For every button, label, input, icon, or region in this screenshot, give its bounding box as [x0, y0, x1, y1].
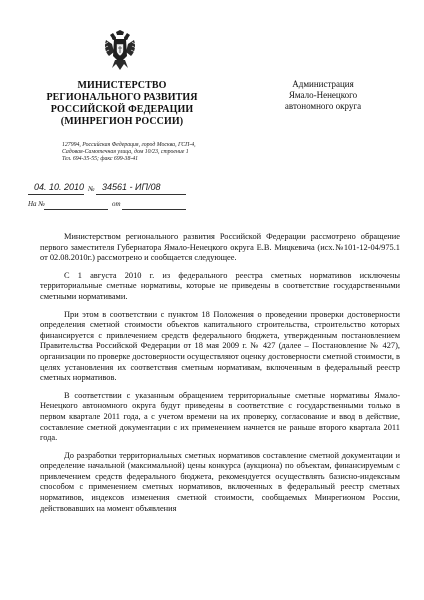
reference-number-underline — [44, 197, 108, 210]
recipient-line-2: Ямало-Ненецкого — [288, 90, 358, 100]
paragraph-1: Министерством регионального развития Российской Федерации рассмотрено обращение первого заместителя Губернатора Ямало-Ненецкого округа Е.В. Мицкевича (исх.№101-12-04/975.1 от 02.08.2010г.) рассмотрено и сообщается следующее. — [40, 232, 400, 263]
address-line-2: Садовая-Самотечная улица, дом 10/23, строение 1 — [62, 149, 189, 156]
letter-body — [40, 232, 400, 514]
recipient-line-1: Администрация — [292, 79, 354, 89]
reference-row — [28, 197, 188, 211]
address-line-3: Тел. 694-35-55; факс 699-38-41 — [62, 156, 139, 163]
paragraph-2: С 1 августа 2010 г. из федерального реестра сметных нормативов исключены территориальные сметные нормативы, которые не приведены в соответствие государственными сметными нормативами. — [40, 270, 400, 301]
paragraph-3: При этом в соответствии с пунктом 18 Положения о проведении проверки достоверности определения сметной стоимости объектов капитального строительства, строительство которых финансируется с привлечением средств федерального бюджета, утвержденным постановлением Правительства Российской Федерации от 18 мая 2009 г. № 427 (далее – Постановление № 427), организации по проверке достоверности осуществляют оценку достоверности сметной стоимости, в целях установления их соответствия сметным нормативам, включенным в федеральный реестр сметных нормативов. — [40, 309, 400, 383]
registration-date-row — [28, 182, 188, 196]
ministry-line-3: РОССИЙСКОЙ ФЕДЕРАЦИИ — [50, 104, 194, 115]
recipient-line-3: автономного округа — [284, 101, 362, 111]
ministry-address — [62, 142, 196, 164]
ministry-heading — [22, 80, 222, 128]
reference-label: На № — [28, 200, 45, 208]
number-sign: № — [88, 185, 95, 193]
registration-number: 34561 - ИП/08 — [102, 182, 161, 192]
address-line-1: 127994, Российская Федерация, город Москва, ГСП-4, — [62, 142, 196, 148]
registration-date: 04. 10. 2010 — [34, 182, 85, 192]
recipient-block — [268, 79, 378, 112]
coat-of-arms-emblem — [102, 30, 138, 74]
paragraph-5: До разработки территориальных сметных нормативов составление сметной документации и определение начальной (максимальной) цены конкурса (аукциона) по объектам, финансируемым с привлечением средств федерального бюджета, рекомендуется осуществлять базисно-индексным способом с применением сметных нормативов, включенных в федеральный реестр сметных нормативов, индексов изменения сметной стоимости, сообщаемых Минрегионом России, действовавших на момент объявления — [40, 450, 400, 513]
paragraph-4: В соответствии с указанным обращением территориальные сметные нормативы Ямало-Ненецкого автономного округа будут приведены в соответствие с государственными только в первом квартале 2011 года, а с учетом времени на их проверку, согласование и ввод в действие, составление сметной документации с их применением начнется не раньше второго квартала 2011 года. — [40, 390, 400, 443]
ministry-line-2: РЕГИОНАЛЬНОГО РАЗВИТИЯ — [46, 92, 198, 103]
reference-from-label: от — [112, 200, 121, 208]
reference-date-underline — [122, 197, 186, 210]
ministry-line-1: МИНИСТЕРСТВО — [77, 80, 167, 91]
ministry-line-4: (МИНРЕГИОН РОССИИ) — [60, 116, 184, 127]
